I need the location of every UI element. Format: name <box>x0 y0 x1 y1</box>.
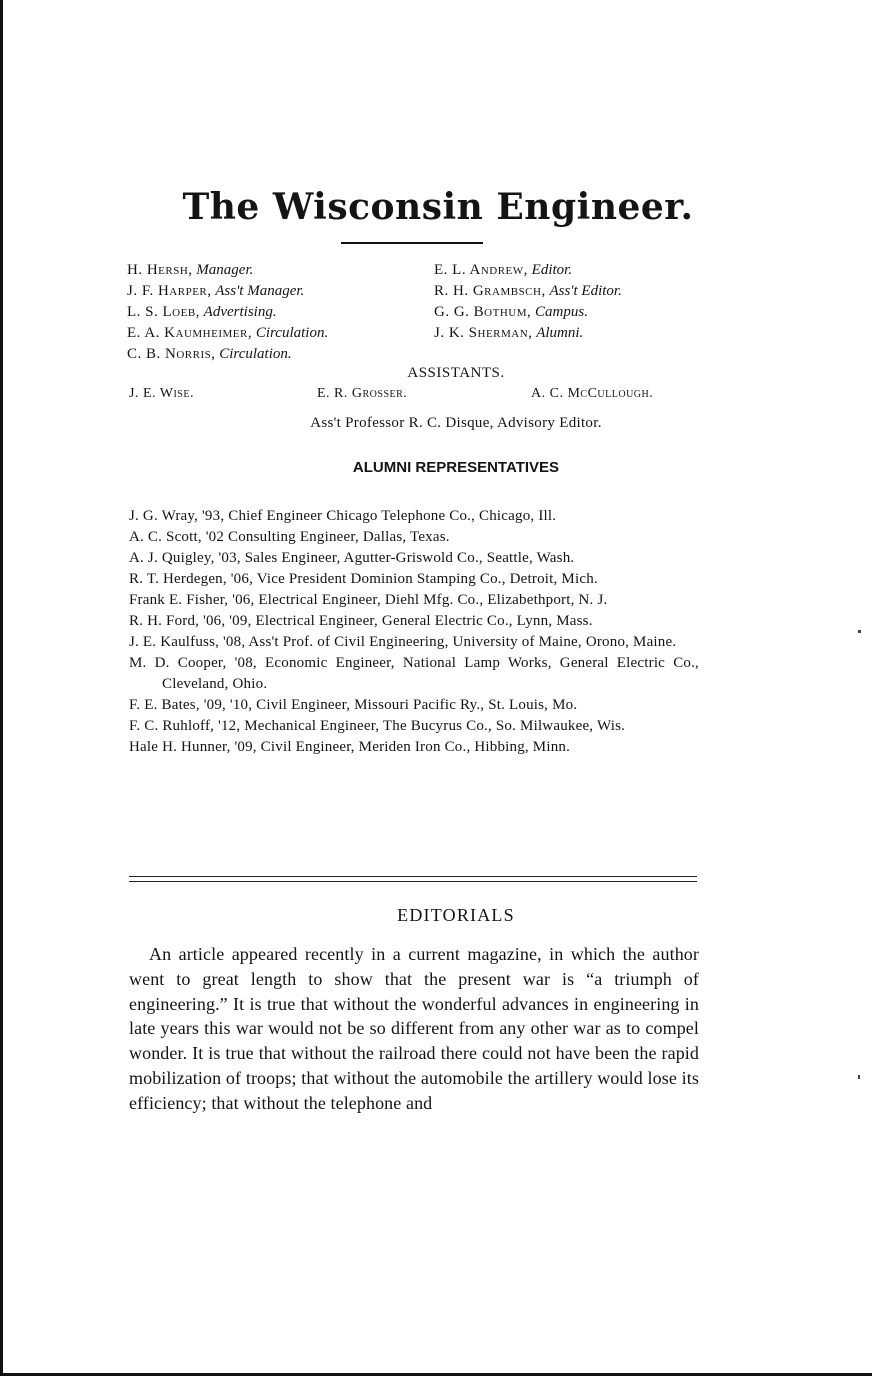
alumni-entry: R. T. Herdegen, '06, Vice President Dominion Stamping Co., Detroit, Mich. <box>129 571 598 587</box>
staff-role: Advertising. <box>203 304 277 320</box>
section-divider <box>129 876 697 882</box>
alumni-entry: J. E. Kaulfuss, '08, Ass't Prof. of Civil Engineering, University of Maine, Orono, Maine. <box>129 634 677 650</box>
alumni-entry: Frank E. Fisher, '06, Electrical Engineer, Diehl Mfg. Co., Elizabethport, N. J. <box>129 592 608 608</box>
staff-role: Alumni. <box>536 325 584 341</box>
masthead-title: The Wisconsin Engineer. <box>182 186 694 228</box>
editorial-paragraph: An article appeared recently in a current magazine, in which the author went to great length to show that the present war is “a triumph of engineering.” It is true that without the wonderful advances in engineering in late years this war would not be so different from any other war as to compel wonder. It is true that without the railroad there could not have been the rapid mobilization of troops; that without the automobile the artillery would lose its efficiency; that without the telephone and <box>129 944 699 1113</box>
staff-name: J. K. Sherman, <box>434 325 533 341</box>
staff-role: Manager. <box>196 262 254 278</box>
staff-entry <box>434 262 572 279</box>
alumni-entry: A. J. Quigley, '03, Sales Engineer, Agutter-Griswold Co., Seattle, Wash. <box>129 550 575 566</box>
staff-name: H. Hersh, <box>127 262 193 278</box>
staff-role: Ass't Editor. <box>549 283 622 299</box>
advisory-editor: Ass't Professor R. C. Disque, Advisory Editor. <box>310 415 602 431</box>
staff-name: C. B. Norris, <box>127 346 216 362</box>
staff-name: E. A. Kaumheimer, <box>127 325 253 341</box>
alumni-entry: F. C. Ruhloff, '12, Mechanical Engineer, The Bucyrus Co., So. Milwaukee, Wis. <box>129 718 626 734</box>
staff-entry <box>127 283 304 300</box>
staff-role: Circulation. <box>255 325 329 341</box>
staff-entry <box>434 283 622 300</box>
alumni-heading: ALUMNI REPRESENTATIVES <box>352 459 560 476</box>
scan-speck <box>858 1075 860 1079</box>
assistant-name: A. C. McCullough. <box>531 386 654 401</box>
alumni-entry: R. H. Ford, '06, '09, Electrical Engineer, General Electric Co., Lynn, Mass. <box>129 613 593 629</box>
staff-role: Editor. <box>531 262 573 278</box>
masthead-rule <box>341 242 483 244</box>
editorials-heading: EDITORIALS <box>397 905 515 925</box>
alumni-entry: J. G. Wray, '93, Chief Engineer Chicago Telephone Co., Chicago, Ill. <box>129 508 557 524</box>
alumni-entry: F. E. Bates, '09, '10, Civil Engineer, Missouri Pacific Ry., St. Louis, Mo. <box>129 697 578 713</box>
alumni-entry: A. C. Scott, '02 Consulting Engineer, Dallas, Texas. <box>129 529 450 545</box>
assistant-name: J. E. Wise. <box>129 386 194 401</box>
staff-entry <box>127 346 292 363</box>
staff-entry <box>127 325 328 342</box>
staff-entry <box>434 325 583 342</box>
staff-name: J. F. Harper, <box>127 283 212 299</box>
staff-entry <box>434 304 588 321</box>
alumni-entry: Hale H. Hunner, '09, Civil Engineer, Meriden Iron Co., Hibbing, Minn. <box>129 739 571 755</box>
assistant-name: E. R. Grosser. <box>317 386 408 401</box>
staff-name: E. L. Andrew, <box>434 262 528 278</box>
staff-role: Circulation. <box>219 346 292 362</box>
scan-speck <box>858 630 861 633</box>
alumni-entry: M. D. Cooper, '08, Economic Engineer, National Lamp Works, General Electric Co., Cleveland, Ohio. <box>129 655 699 692</box>
staff-entry <box>127 304 277 321</box>
staff-name: L. S. Loeb, <box>127 304 200 320</box>
assistants-heading: ASSISTANTS. <box>407 365 505 381</box>
staff-role: Ass't Manager. <box>215 283 305 299</box>
staff-name: R. H. Grambsch, <box>434 283 546 299</box>
alumni-list <box>129 506 699 758</box>
staff-role: Campus. <box>535 304 588 320</box>
staff-entry <box>127 262 253 279</box>
staff-name: G. G. Bothum, <box>434 304 532 320</box>
